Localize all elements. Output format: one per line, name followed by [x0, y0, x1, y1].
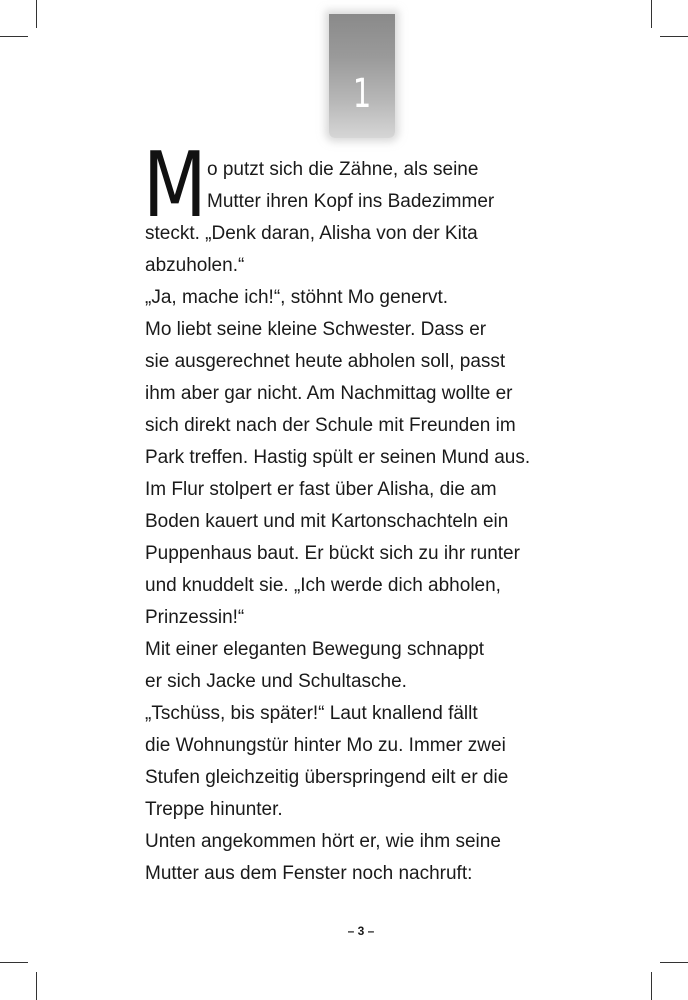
crop-mark-bottom-right-v [651, 972, 652, 1000]
text-line: sich direkt nach der Schule mit Freunden im [145, 415, 516, 436]
text-line: Park treffen. Hastig spült er seinen Mund aus. [145, 447, 531, 468]
crop-mark-top-right-h [660, 36, 688, 37]
text-line: Mutter ihren Kopf ins Badezimmer [207, 191, 495, 212]
text-line: ihm aber gar nicht. Am Nachmittag wollte er [145, 383, 513, 404]
text-line: abzuholen.“ [145, 255, 245, 276]
text-line: Stufen gleichzeitig überspringend eilt er die [145, 767, 509, 788]
text-line: sie ausgerechnet heute abholen soll, passt [145, 351, 506, 372]
text-line: Prinzessin!“ [145, 607, 245, 628]
text-line: o putzt sich die Zähne, als seine [207, 159, 479, 180]
text-line: er sich Jacke und Schultasche. [145, 671, 407, 692]
text-line: Mo liebt seine kleine Schwester. Dass er [145, 319, 487, 340]
text-line: steckt. „Denk daran, Alisha von der Kita [145, 223, 478, 244]
text-line: „Ja, mache ich!“, stöhnt Mo genervt. [145, 287, 449, 308]
text-line: Puppenhaus baut. Er bückt sich zu ihr runter [145, 543, 520, 564]
text-line: Im Flur stolpert er fast über Alisha, die am [145, 479, 497, 500]
crop-mark-top-right-v [651, 0, 652, 28]
chapter-number: 1 [352, 71, 372, 117]
chapter-tab [329, 14, 395, 138]
crop-mark-bottom-right-h [660, 962, 688, 963]
page-number: – 3 – [347, 924, 375, 938]
text-line: Mit einer eleganten Bewegung schnappt [145, 639, 485, 660]
crop-mark-bottom-left-v [36, 972, 37, 1000]
text-line: und knuddelt sie. „Ich werde dich abholen, [145, 575, 501, 596]
crop-mark-top-left-h [0, 36, 28, 37]
crop-mark-top-left-v [36, 0, 37, 28]
text-line: Unten angekommen hört er, wie ihm seine [145, 831, 501, 852]
text-line: Treppe hinunter. [145, 799, 283, 820]
text-line: die Wohnungstür hinter Mo zu. Immer zwei [145, 735, 506, 756]
drop-cap: M [143, 133, 207, 238]
crop-mark-bottom-left-h [0, 962, 28, 963]
text-line: Mutter aus dem Fenster noch nachruft: [145, 863, 473, 884]
text-line: Boden kauert und mit Kartonschachteln ein [145, 511, 509, 532]
text-line: „Tschüss, bis später!“ Laut knallend fällt [145, 703, 478, 724]
